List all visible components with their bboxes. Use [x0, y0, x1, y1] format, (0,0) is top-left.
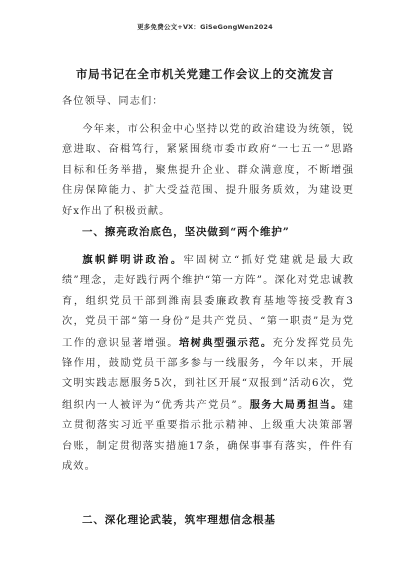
bold-lead-2: 培树典型强示范。 — [178, 336, 273, 349]
salutation: 各位领导、同志们： — [62, 96, 164, 107]
paragraph-text-2: 充分发挥党员先锋作用，鼓励党员干部多参与一线服务，今年以来，开展文明实践志愿服务5次，到社区开展“双报到”活动6次，党组织内一人被评为“优秀共产党员”。 — [62, 337, 355, 411]
paragraph-text-3: 建立贯彻落实习近平重要指示批示精神、上级重大决策部署台账，制定贯彻落实措施17条，确保事事有落实，件件有成效。 — [62, 399, 354, 473]
bold-lead-1: 旗帜鲜明讲政治。 — [82, 254, 184, 266]
paragraph-section-1 — [62, 250, 354, 477]
bold-lead-3: 服务大局勇担当。 — [249, 398, 343, 411]
paragraph-intro: 今年来，市公积金中心坚持以党的政治建设为统领，锐意进取、奋楫笃行，紧紧围绕市委市政府“一七五一”思路目标和任务举措，聚焦提升企业、群众满意度，不断增强住房保障能力、扩大受益范围、提升服务质效，为建设更好x作出了积极贡献。 — [62, 124, 354, 217]
paragraph-text-1: 牢固树立“抓好党建就是最大政绩”理念，走好践行两个维护“第一方阵”。深化对党忠诚教育，组织党员干部到潍南县委廉政教育基地等接受教育3次，党员干部“第一身份”是共产党员、“第一职责”是为党工作的意识显著增强。 — [62, 255, 354, 349]
watermark-header: 更多免费公文+VX：GiSeGongWen2024 — [137, 23, 273, 31]
section-heading-2: 二、深化理论武装，筑牢理想信念根基 — [82, 514, 276, 526]
document-title: 市局书记在全市机关党建工作会议上的交流发言 — [75, 67, 335, 81]
section-heading-1: 一、擦亮政治底色，坚决做到“两个维护” — [82, 226, 290, 238]
